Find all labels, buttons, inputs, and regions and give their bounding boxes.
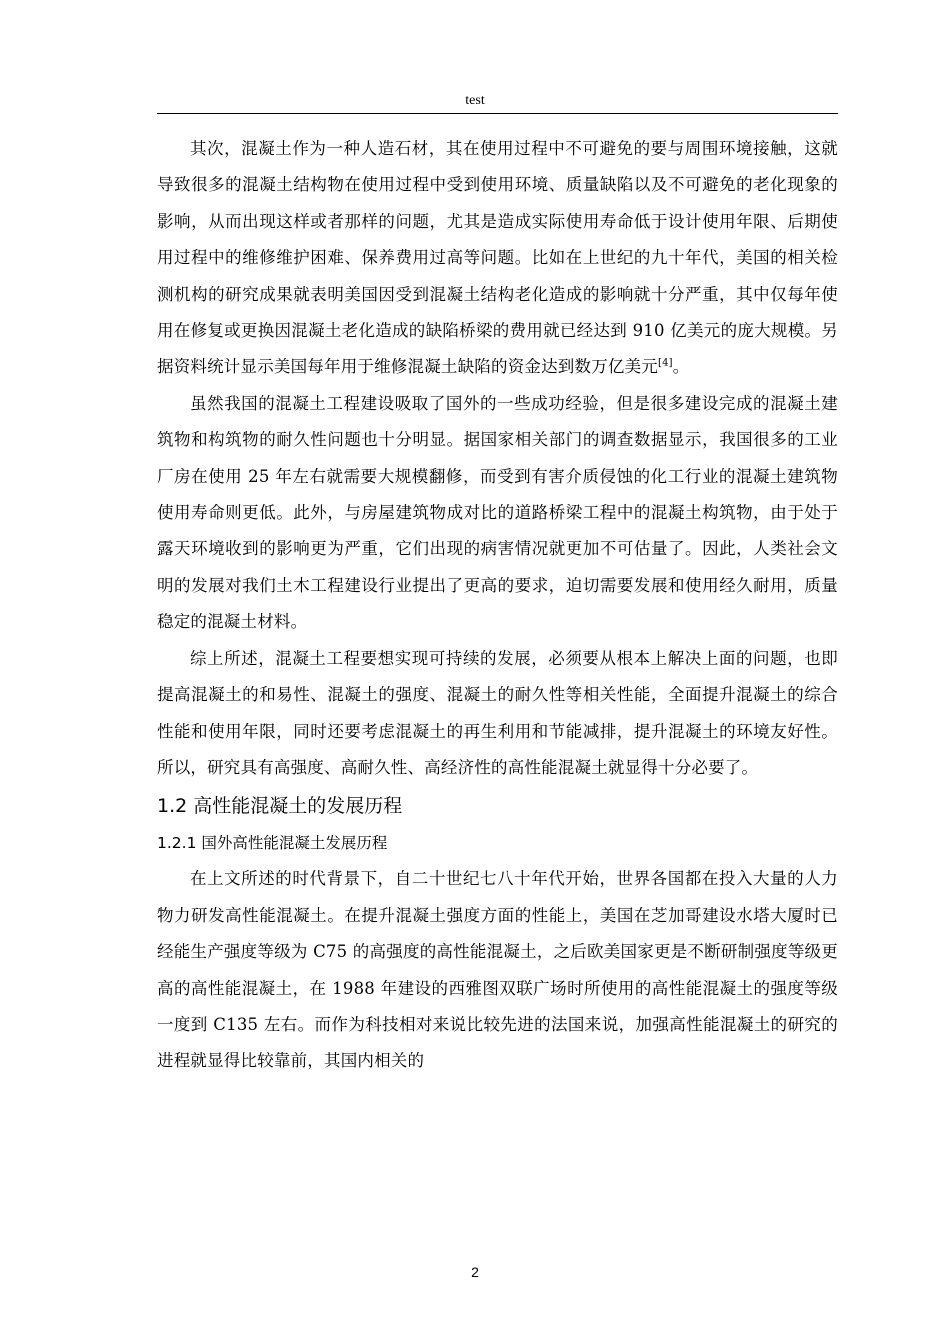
page-header: test <box>465 93 485 108</box>
paragraph-3: 综上所述，混凝土工程要想实现可持续的发展，必须要从根本上解决上面的问题，也即提高混凝土的和易性、混凝土的强度、混凝土的耐久性等相关性能，全面提升混凝土的综合性能和使用年限，同时还要考虑混凝土的再生利用和节能减排，提升混凝土的环境友好性。所以，研究具有高强度、高耐久性、高经济性的高性能混凝土就显得十分必要了。 <box>157 648 838 777</box>
subsection-heading: 1.2.1 国外高性能混凝土发展历程 <box>157 834 388 853</box>
page-number: 2 <box>471 1264 479 1280</box>
paragraph-1 <box>157 131 838 386</box>
header-divider <box>157 113 838 114</box>
section-heading: 1.2 高性能混凝土的发展历程 <box>157 795 403 818</box>
citation-4: [4] <box>658 357 673 369</box>
document-body <box>157 131 838 1080</box>
paragraph-1-text: 其次，混凝土作为一种人造石材，其在使用过程中不可避免的要与周围环境接触，这就导致很多的混凝土结构物在使用过程中受到使用环境、质量缺陷以及不可避免的老化现象的影响，从而出现这样或者那样的问题，尤其是造成实际使用寿命低于设计使用年限、后期使用过程中的维修维护困难、保养费用过高等问题。比如在上世纪的九十年代，美国的相关检测机构的研究成果就表明美国因受到混凝土结构老化造成的影响就十分严重，其中仅每年使用在修复或更换因混凝土老化造成的缺陷桥梁的费用就已经达到 910 亿美元的庞大规模。另据资料统计显示美国每年用于维修混凝土缺陷的资金达到数万亿美元 <box>157 139 838 377</box>
paragraph-1-end: 。 <box>672 357 690 377</box>
paragraph-4: 在上文所述的时代背景下，自二十世纪七八十年代开始，世界各国都在投入大量的人力物力研发高性能混凝土。在提升混凝土强度方面的性能上，美国在芝加哥建设水塔大厦时已经能生产强度等级为 C75 的高强度的高性能混凝土，之后欧美国家更是不断研制强度等级更高的高性能混凝土，在 1988 年建设的西雅图双联广场时所使用的高性能混凝土的强度等级一度到 C135 左右。而作为科技相对来说比较先进的法国来说，加强高性能混凝土的研究的进程就显得比较靠前，其国内相关的 <box>157 869 838 1071</box>
paragraph-2: 虽然我国的混凝土工程建设吸取了国外的一些成功经验，但是很多建设完成的混凝土建筑物和构筑物的耐久性问题也十分明显。据国家相关部门的调查数据显示，我国很多的工业厂房在使用 25 年左右就需要大规模翻修，而受到有害介质侵蚀的化工行业的混凝土建筑物使用寿命则更低。此外，与房屋建筑物成对比的道路桥梁工程中的混凝土构筑物，由于处于露天环境收到的影响更为严重，它们出现的病害情况就更加不可估量了。因此，人类社会文明的发展对我们土木工程建设行业提出了更高的要求，迫切需要发展和使用经久耐用，质量稳定的混凝土材料。 <box>157 393 838 632</box>
